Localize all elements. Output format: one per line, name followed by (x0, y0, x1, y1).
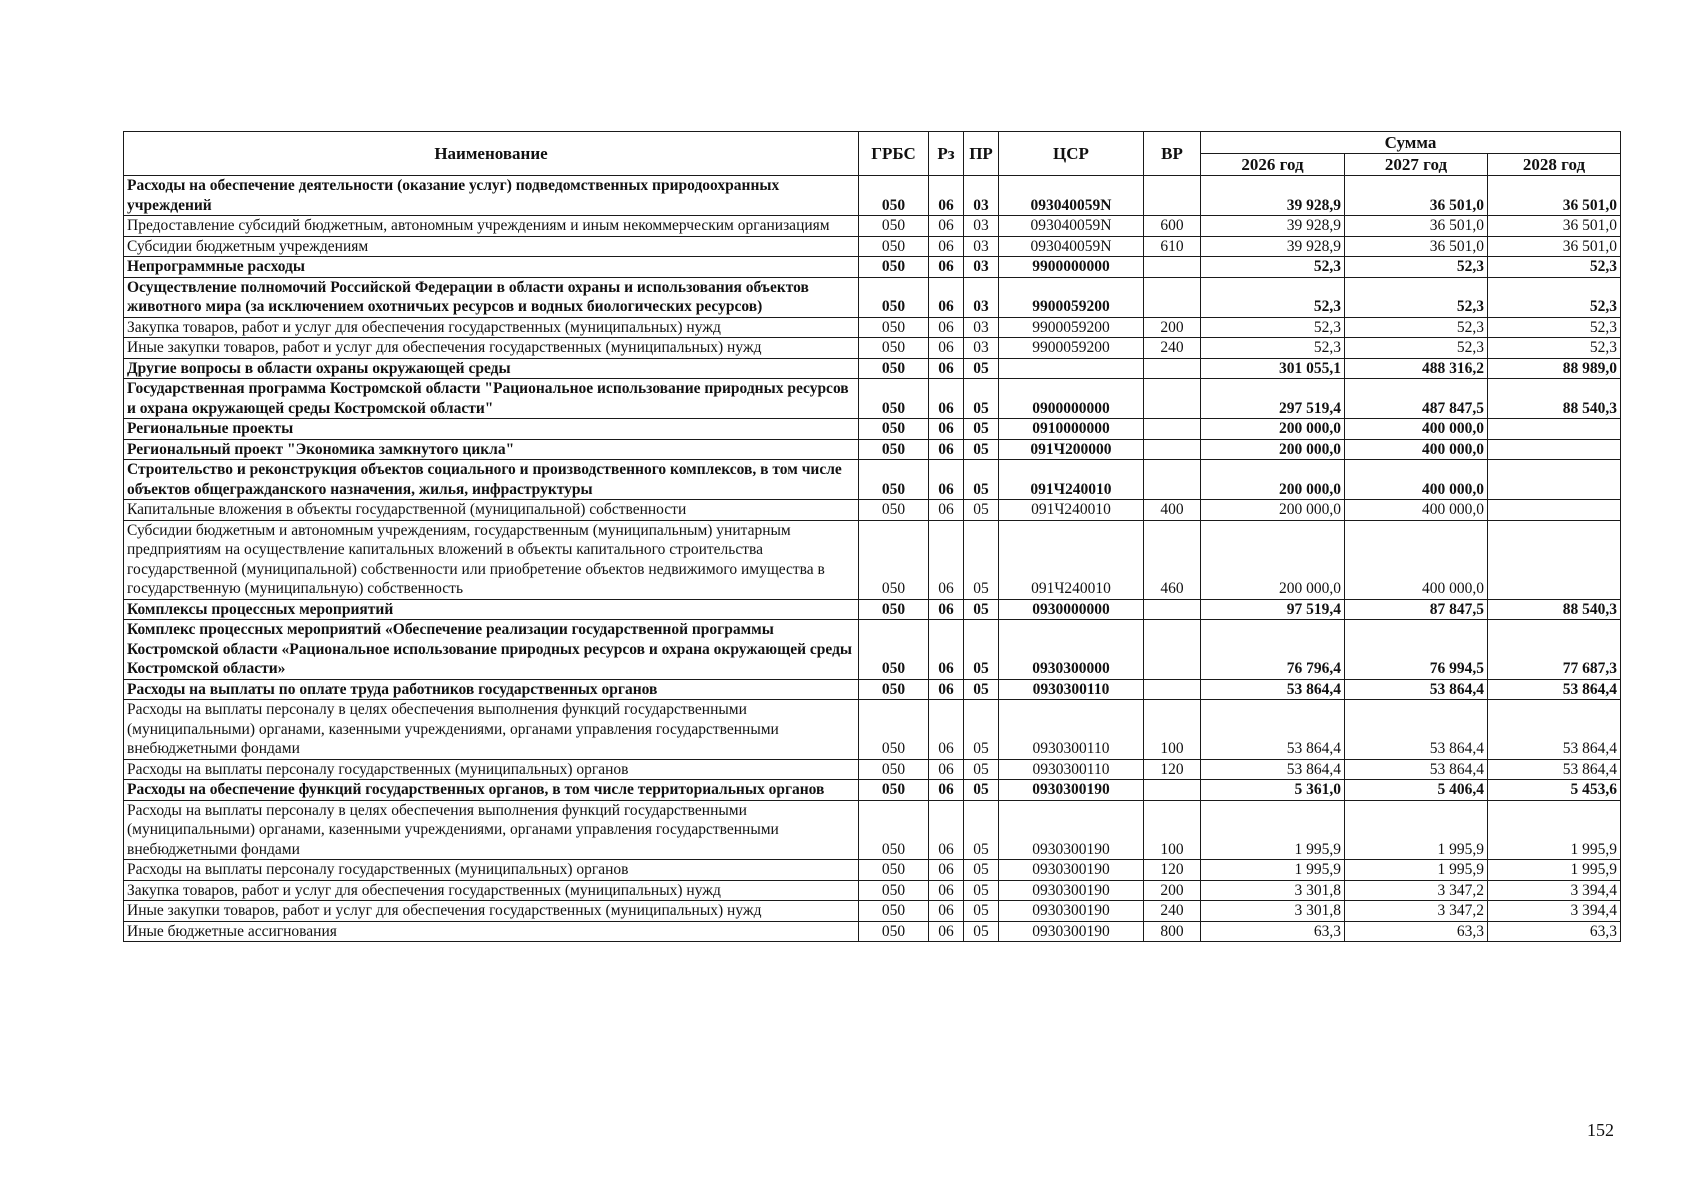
row-pr: 05 (964, 500, 999, 521)
row-pr: 05 (964, 780, 999, 801)
row-amount-2028: 1 995,9 (1488, 800, 1621, 860)
row-pr: 05 (964, 880, 999, 901)
row-vr (1144, 277, 1201, 317)
row-amount-2026: 200 000,0 (1201, 419, 1345, 440)
row-grbs: 050 (859, 277, 929, 317)
row-amount-2026: 3 301,8 (1201, 901, 1345, 922)
header-vr: ВР (1144, 132, 1201, 176)
row-vr: 460 (1144, 520, 1201, 599)
table-row-section (124, 277, 1621, 317)
row-vr: 240 (1144, 901, 1201, 922)
table-row (124, 800, 1621, 860)
row-rz: 06 (929, 317, 964, 338)
row-amount-2028: 3 394,4 (1488, 880, 1621, 901)
table-row (124, 216, 1621, 237)
row-pr: 03 (964, 176, 999, 216)
row-amount-2028: 36 501,0 (1488, 236, 1621, 257)
page-number: 152 (1587, 1120, 1614, 1140)
row-amount-2026: 39 928,9 (1201, 236, 1345, 257)
row-amount-2028: 63,3 (1488, 921, 1621, 942)
header-pr: ПР (964, 132, 999, 176)
row-pr: 05 (964, 901, 999, 922)
table-body (124, 176, 1621, 942)
row-amount-2026: 52,3 (1201, 317, 1345, 338)
row-grbs: 050 (859, 236, 929, 257)
row-grbs: 050 (859, 921, 929, 942)
row-amount-2027: 1 995,9 (1345, 860, 1488, 881)
row-pr: 03 (964, 317, 999, 338)
row-csr: 093040059N (999, 176, 1144, 216)
row-grbs: 050 (859, 901, 929, 922)
row-vr: 400 (1144, 500, 1201, 521)
row-amount-2026: 53 864,4 (1201, 759, 1345, 780)
row-rz: 06 (929, 780, 964, 801)
row-grbs: 050 (859, 500, 929, 521)
row-grbs: 050 (859, 880, 929, 901)
row-pr: 05 (964, 419, 999, 440)
row-grbs: 050 (859, 620, 929, 680)
row-amount-2026: 3 301,8 (1201, 880, 1345, 901)
row-amount-2026: 52,3 (1201, 338, 1345, 359)
table-row-section (124, 419, 1621, 440)
row-csr: 093040059N (999, 236, 1144, 257)
row-name: Другие вопросы в области охраны окружающей среды (124, 358, 859, 379)
row-amount-2027: 1 995,9 (1345, 800, 1488, 860)
row-name: Расходы на выплаты персоналу в целях обеспечения выполнения функций государственными (муниципальными) органами, казенными учреждениями, органами управления государственными внебюджетными фондами (124, 800, 859, 860)
row-vr (1144, 358, 1201, 379)
row-amount-2027: 400 000,0 (1345, 419, 1488, 440)
table-row-section (124, 379, 1621, 419)
row-rz: 06 (929, 358, 964, 379)
row-name: Иные бюджетные ассигнования (124, 921, 859, 942)
row-amount-2026: 1 995,9 (1201, 860, 1345, 881)
row-amount-2027: 76 994,5 (1345, 620, 1488, 680)
row-amount-2026: 39 928,9 (1201, 176, 1345, 216)
row-amount-2027: 63,3 (1345, 921, 1488, 942)
table-row (124, 317, 1621, 338)
row-amount-2028: 52,3 (1488, 338, 1621, 359)
row-rz: 06 (929, 338, 964, 359)
row-amount-2028: 36 501,0 (1488, 216, 1621, 237)
row-rz: 06 (929, 599, 964, 620)
row-csr: 9900059200 (999, 338, 1144, 359)
row-csr: 0930300000 (999, 620, 1144, 680)
row-vr (1144, 176, 1201, 216)
row-amount-2027: 487 847,5 (1345, 379, 1488, 419)
row-name: Капитальные вложения в объекты государственной (муниципальной) собственности (124, 500, 859, 521)
row-amount-2027: 53 864,4 (1345, 759, 1488, 780)
row-rz: 06 (929, 860, 964, 881)
row-rz: 06 (929, 379, 964, 419)
row-grbs: 050 (859, 759, 929, 780)
table-row (124, 759, 1621, 780)
row-amount-2026: 5 361,0 (1201, 780, 1345, 801)
row-vr: 200 (1144, 880, 1201, 901)
row-amount-2026: 53 864,4 (1201, 700, 1345, 760)
row-name: Закупка товаров, работ и услуг для обеспечения государственных (муниципальных) нужд (124, 880, 859, 901)
row-name: Расходы на выплаты персоналу государственных (муниципальных) органов (124, 860, 859, 881)
row-vr (1144, 679, 1201, 700)
row-csr: 0930300190 (999, 880, 1144, 901)
budget-table (123, 131, 1621, 942)
row-grbs: 050 (859, 419, 929, 440)
row-name: Расходы на обеспечение функций государственных органов, в том числе территориальных органов (124, 780, 859, 801)
table-row (124, 860, 1621, 881)
row-amount-2027: 400 000,0 (1345, 460, 1488, 500)
row-amount-2028: 5 453,6 (1488, 780, 1621, 801)
row-grbs: 050 (859, 460, 929, 500)
row-grbs: 050 (859, 700, 929, 760)
header-grbs: ГРБС (859, 132, 929, 176)
row-name: Иные закупки товаров, работ и услуг для обеспечения государственных (муниципальных) нужд (124, 901, 859, 922)
table-row (124, 500, 1621, 521)
row-amount-2027: 52,3 (1345, 277, 1488, 317)
row-name: Субсидии бюджетным и автономным учреждениям, государственным (муниципальным) унитарным предприятиям на осуществление капитальных вложений в объекты капитального строительства государственной (муниципальной) собственности или приобретение объектов недвижимого имущества в государственную (муниципальную) собственность (124, 520, 859, 599)
row-grbs: 050 (859, 780, 929, 801)
row-amount-2027: 400 000,0 (1345, 500, 1488, 521)
row-amount-2026: 200 000,0 (1201, 460, 1345, 500)
row-amount-2028: 1 995,9 (1488, 860, 1621, 881)
row-name: Предоставление субсидий бюджетным, автономным учреждениям и иным некоммерческим организациям (124, 216, 859, 237)
row-pr: 03 (964, 277, 999, 317)
row-rz: 06 (929, 700, 964, 760)
row-vr: 100 (1144, 800, 1201, 860)
row-vr (1144, 257, 1201, 278)
row-csr: 0910000000 (999, 419, 1144, 440)
row-name: Региональные проекты (124, 419, 859, 440)
row-amount-2027: 52,3 (1345, 317, 1488, 338)
row-csr: 0900000000 (999, 379, 1144, 419)
row-grbs: 050 (859, 860, 929, 881)
row-amount-2027: 488 316,2 (1345, 358, 1488, 379)
header-name: Наименование (124, 132, 859, 176)
row-csr: 091Ч240010 (999, 500, 1144, 521)
row-vr: 120 (1144, 860, 1201, 881)
row-amount-2028: 88 989,0 (1488, 358, 1621, 379)
row-pr: 03 (964, 338, 999, 359)
table-row (124, 338, 1621, 359)
row-name: Региональный проект "Экономика замкнутого цикла" (124, 439, 859, 460)
row-name: Государственная программа Костромской области "Рациональное использование природных ресурсов и охрана окружающей среды Костромской области" (124, 379, 859, 419)
row-vr (1144, 620, 1201, 680)
row-pr: 05 (964, 800, 999, 860)
row-amount-2028: 53 864,4 (1488, 679, 1621, 700)
row-rz: 06 (929, 439, 964, 460)
row-csr: 093040059N (999, 216, 1144, 237)
row-grbs: 050 (859, 176, 929, 216)
row-grbs: 050 (859, 338, 929, 359)
row-name: Расходы на выплаты персоналу государственных (муниципальных) органов (124, 759, 859, 780)
table-row (124, 700, 1621, 760)
row-amount-2027: 52,3 (1345, 257, 1488, 278)
row-name: Закупка товаров, работ и услуг для обеспечения государственных (муниципальных) нужд (124, 317, 859, 338)
row-csr (999, 358, 1144, 379)
header-2028: 2028 год (1488, 154, 1621, 176)
row-pr: 05 (964, 358, 999, 379)
table-row-section (124, 780, 1621, 801)
row-rz: 06 (929, 419, 964, 440)
table-row-section (124, 257, 1621, 278)
row-amount-2027: 400 000,0 (1345, 439, 1488, 460)
row-amount-2026: 200 000,0 (1201, 500, 1345, 521)
row-csr: 091Ч240010 (999, 460, 1144, 500)
table-row-section (124, 599, 1621, 620)
table-row-section (124, 358, 1621, 379)
row-amount-2027: 5 406,4 (1345, 780, 1488, 801)
header-rz: Рз (929, 132, 964, 176)
row-amount-2028: 77 687,3 (1488, 620, 1621, 680)
row-grbs: 050 (859, 800, 929, 860)
row-amount-2028: 88 540,3 (1488, 599, 1621, 620)
row-amount-2028: 36 501,0 (1488, 176, 1621, 216)
row-pr: 05 (964, 921, 999, 942)
row-pr: 05 (964, 620, 999, 680)
row-vr (1144, 780, 1201, 801)
row-grbs: 050 (859, 216, 929, 237)
row-grbs: 050 (859, 358, 929, 379)
table-row-section (124, 176, 1621, 216)
row-amount-2028: 53 864,4 (1488, 759, 1621, 780)
row-vr (1144, 599, 1201, 620)
table-row (124, 921, 1621, 942)
row-amount-2027: 36 501,0 (1345, 216, 1488, 237)
row-amount-2028: 53 864,4 (1488, 700, 1621, 760)
row-csr: 0930300110 (999, 679, 1144, 700)
row-pr: 05 (964, 860, 999, 881)
row-rz: 06 (929, 921, 964, 942)
header-2026: 2026 год (1201, 154, 1345, 176)
row-amount-2027: 36 501,0 (1345, 176, 1488, 216)
row-name: Комплекс процессных мероприятий «Обеспечение реализации государственной программы Костромской области «Рациональное использование природных ресурсов и охрана окружающей среды Костромской области» (124, 620, 859, 680)
row-pr: 05 (964, 700, 999, 760)
row-amount-2028 (1488, 419, 1621, 440)
row-rz: 06 (929, 759, 964, 780)
row-csr: 0930300190 (999, 901, 1144, 922)
row-amount-2026: 301 055,1 (1201, 358, 1345, 379)
row-amount-2027: 52,3 (1345, 338, 1488, 359)
row-amount-2028: 52,3 (1488, 257, 1621, 278)
row-name: Расходы на выплаты по оплате труда работников государственных органов (124, 679, 859, 700)
table-row-section (124, 679, 1621, 700)
row-amount-2027: 400 000,0 (1345, 520, 1488, 599)
row-rz: 06 (929, 216, 964, 237)
row-amount-2027: 36 501,0 (1345, 236, 1488, 257)
row-name: Строительство и реконструкция объектов социального и производственного комплексов, в том числе объектов общегражданского назначения, жилья, инфраструктуры (124, 460, 859, 500)
row-amount-2026: 1 995,9 (1201, 800, 1345, 860)
row-rz: 06 (929, 620, 964, 680)
row-pr: 05 (964, 679, 999, 700)
row-amount-2026: 76 796,4 (1201, 620, 1345, 680)
table-row (124, 901, 1621, 922)
row-csr: 0930300110 (999, 759, 1144, 780)
row-csr: 0930300190 (999, 780, 1144, 801)
header-sum: Сумма (1201, 132, 1621, 154)
row-rz: 06 (929, 880, 964, 901)
row-csr: 0930300110 (999, 700, 1144, 760)
row-grbs: 050 (859, 520, 929, 599)
row-amount-2028: 88 540,3 (1488, 379, 1621, 419)
row-amount-2027: 53 864,4 (1345, 700, 1488, 760)
row-rz: 06 (929, 520, 964, 599)
table-row (124, 520, 1621, 599)
table-header (124, 132, 1621, 176)
row-amount-2028 (1488, 520, 1621, 599)
row-csr: 091Ч240010 (999, 520, 1144, 599)
row-grbs: 050 (859, 257, 929, 278)
row-csr: 0930300190 (999, 921, 1144, 942)
row-grbs: 050 (859, 599, 929, 620)
header-2027: 2027 год (1345, 154, 1488, 176)
row-amount-2028: 52,3 (1488, 277, 1621, 317)
row-amount-2026: 200 000,0 (1201, 520, 1345, 599)
row-rz: 06 (929, 901, 964, 922)
row-vr: 610 (1144, 236, 1201, 257)
row-pr: 05 (964, 759, 999, 780)
row-amount-2028 (1488, 460, 1621, 500)
row-name: Субсидии бюджетным учреждениям (124, 236, 859, 257)
row-amount-2028: 3 394,4 (1488, 901, 1621, 922)
row-pr: 03 (964, 236, 999, 257)
table-row (124, 880, 1621, 901)
row-amount-2026: 297 519,4 (1201, 379, 1345, 419)
row-name: Осуществление полномочий Российской Федерации в области охраны и использования объектов животного мира (за исключением охотничьих ресурсов и водных биологических ресурсов) (124, 277, 859, 317)
row-grbs: 050 (859, 439, 929, 460)
row-vr: 600 (1144, 216, 1201, 237)
row-pr: 05 (964, 599, 999, 620)
row-csr: 0930300190 (999, 800, 1144, 860)
row-amount-2026: 200 000,0 (1201, 439, 1345, 460)
row-name: Комплексы процессных мероприятий (124, 599, 859, 620)
row-vr: 800 (1144, 921, 1201, 942)
row-vr (1144, 460, 1201, 500)
row-amount-2028 (1488, 439, 1621, 460)
row-amount-2027: 3 347,2 (1345, 901, 1488, 922)
row-rz: 06 (929, 236, 964, 257)
row-amount-2027: 87 847,5 (1345, 599, 1488, 620)
row-name: Расходы на обеспечение деятельности (оказание услуг) подведомственных природоохранных учреждений (124, 176, 859, 216)
row-pr: 05 (964, 439, 999, 460)
row-grbs: 050 (859, 379, 929, 419)
row-rz: 06 (929, 460, 964, 500)
row-csr: 9900059200 (999, 317, 1144, 338)
row-rz: 06 (929, 800, 964, 860)
row-name: Непрограммные расходы (124, 257, 859, 278)
table-row-section (124, 460, 1621, 500)
row-rz: 06 (929, 277, 964, 317)
row-csr: 091Ч200000 (999, 439, 1144, 460)
row-amount-2026: 52,3 (1201, 277, 1345, 317)
row-vr: 240 (1144, 338, 1201, 359)
row-vr: 200 (1144, 317, 1201, 338)
row-amount-2028: 52,3 (1488, 317, 1621, 338)
row-pr: 03 (964, 216, 999, 237)
row-csr: 9900000000 (999, 257, 1144, 278)
row-vr: 120 (1144, 759, 1201, 780)
row-amount-2026: 52,3 (1201, 257, 1345, 278)
row-amount-2026: 63,3 (1201, 921, 1345, 942)
row-name: Расходы на выплаты персоналу в целях обеспечения выполнения функций государственными (муниципальными) органами, казенными учреждениями, органами управления государственными внебюджетными фондами (124, 700, 859, 760)
row-rz: 06 (929, 176, 964, 216)
table-row (124, 236, 1621, 257)
row-csr: 9900059200 (999, 277, 1144, 317)
row-grbs: 050 (859, 317, 929, 338)
row-name: Иные закупки товаров, работ и услуг для обеспечения государственных (муниципальных) нужд (124, 338, 859, 359)
row-amount-2028 (1488, 500, 1621, 521)
row-rz: 06 (929, 679, 964, 700)
row-rz: 06 (929, 257, 964, 278)
row-csr: 0930300190 (999, 860, 1144, 881)
row-pr: 05 (964, 460, 999, 500)
row-amount-2026: 53 864,4 (1201, 679, 1345, 700)
table-row-section (124, 439, 1621, 460)
row-amount-2026: 39 928,9 (1201, 216, 1345, 237)
row-vr (1144, 419, 1201, 440)
table-row-section (124, 620, 1621, 680)
row-amount-2027: 3 347,2 (1345, 880, 1488, 901)
row-rz: 06 (929, 500, 964, 521)
row-amount-2026: 97 519,4 (1201, 599, 1345, 620)
row-vr (1144, 379, 1201, 419)
row-vr: 100 (1144, 700, 1201, 760)
header-csr: ЦСР (999, 132, 1144, 176)
row-pr: 03 (964, 257, 999, 278)
row-vr (1144, 439, 1201, 460)
row-csr: 0930000000 (999, 599, 1144, 620)
row-pr: 05 (964, 379, 999, 419)
row-pr: 05 (964, 520, 999, 599)
row-amount-2027: 53 864,4 (1345, 679, 1488, 700)
row-grbs: 050 (859, 679, 929, 700)
